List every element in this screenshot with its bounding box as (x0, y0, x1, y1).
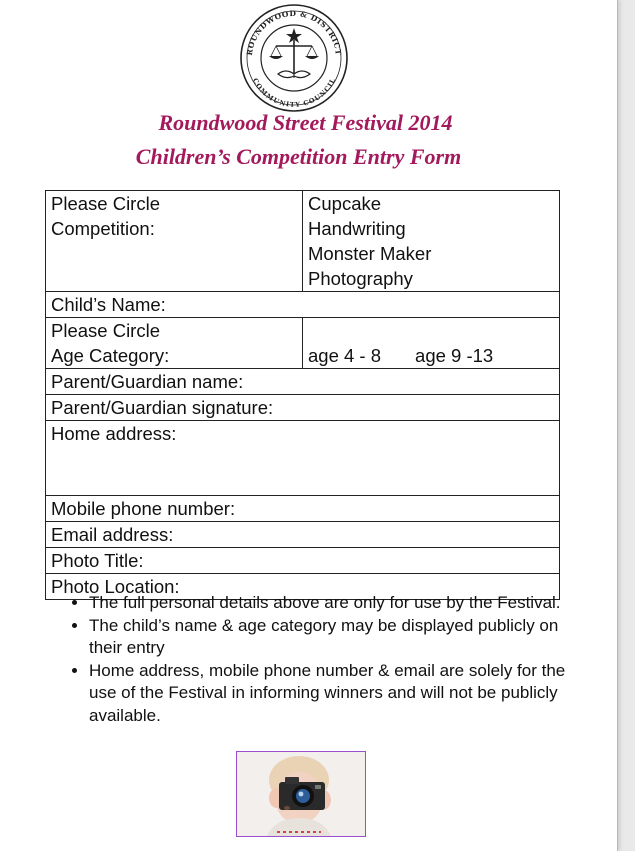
privacy-notes-list (67, 592, 579, 727)
competition-option-handwriting[interactable]: Handwriting (308, 218, 406, 239)
age-options-cell[interactable] (303, 318, 560, 369)
age-category-label-cell (46, 318, 303, 369)
parent-signature-row[interactable] (46, 395, 560, 421)
age-category-row (46, 318, 560, 369)
email-field[interactable]: Email address: (46, 522, 560, 548)
competition-row (46, 191, 560, 292)
age-label-line2: Age Category: (51, 345, 170, 366)
form-title: Children’s Competition Entry Form (135, 144, 462, 169)
seal-top-text: ROUNDWOOD & DISTRICT (244, 8, 343, 56)
note-item: • The child’s name & age category may be displayed publicly on their entry (89, 615, 579, 660)
home-address-row[interactable] (46, 421, 560, 496)
competition-label-cell (46, 191, 303, 292)
competition-options-cell[interactable] (303, 191, 560, 292)
parent-signature-field[interactable]: Parent/Guardian signature: (46, 395, 560, 421)
email-row[interactable] (46, 522, 560, 548)
community-council-seal-icon (238, 2, 350, 114)
seal-bottom-text: COMMUNITY COUNCIL (250, 76, 338, 109)
svg-text:COMMUNITY COUNCIL (251, 77, 337, 109)
parent-name-row[interactable] (46, 369, 560, 395)
competition-option-cupcake[interactable]: Cupcake (308, 193, 382, 214)
competition-label-line2: Competition: (51, 218, 155, 239)
child-with-camera-photo (236, 751, 366, 837)
age-option-4-8[interactable]: age 4 - 8 (308, 345, 382, 366)
child-with-camera-illustration (237, 752, 365, 836)
competition-option-monster-maker[interactable]: Monster Maker (308, 243, 432, 264)
child-name-field[interactable]: Child’s Name: (46, 292, 560, 318)
note-item: • Home address, mobile phone number & email are solely for the use of the Festival in informing winners and will not be publicly available. (89, 660, 579, 728)
festival-title: Roundwood Street Festival 2014 (158, 110, 453, 135)
mobile-row[interactable] (46, 496, 560, 522)
note-item: • The full personal details above are only for use by the Festival. (89, 592, 579, 615)
home-address-field[interactable]: Home address: (46, 421, 560, 496)
mobile-phone-field[interactable]: Mobile phone number: (46, 496, 560, 522)
competition-label-line1: Please Circle (51, 193, 160, 214)
age-label-line1: Please Circle (51, 320, 160, 341)
parent-name-field[interactable]: Parent/Guardian name: (46, 369, 560, 395)
competition-option-photography[interactable]: Photography (308, 268, 413, 289)
photo-title-row[interactable] (46, 548, 560, 574)
photo-location-field[interactable]: Photo Location: (46, 574, 560, 600)
photo-title-field[interactable]: Photo Title: (46, 548, 560, 574)
child-name-row[interactable] (46, 292, 560, 318)
entry-form-table (45, 190, 560, 600)
age-option-9-13[interactable]: age 9 -13 (415, 345, 494, 366)
